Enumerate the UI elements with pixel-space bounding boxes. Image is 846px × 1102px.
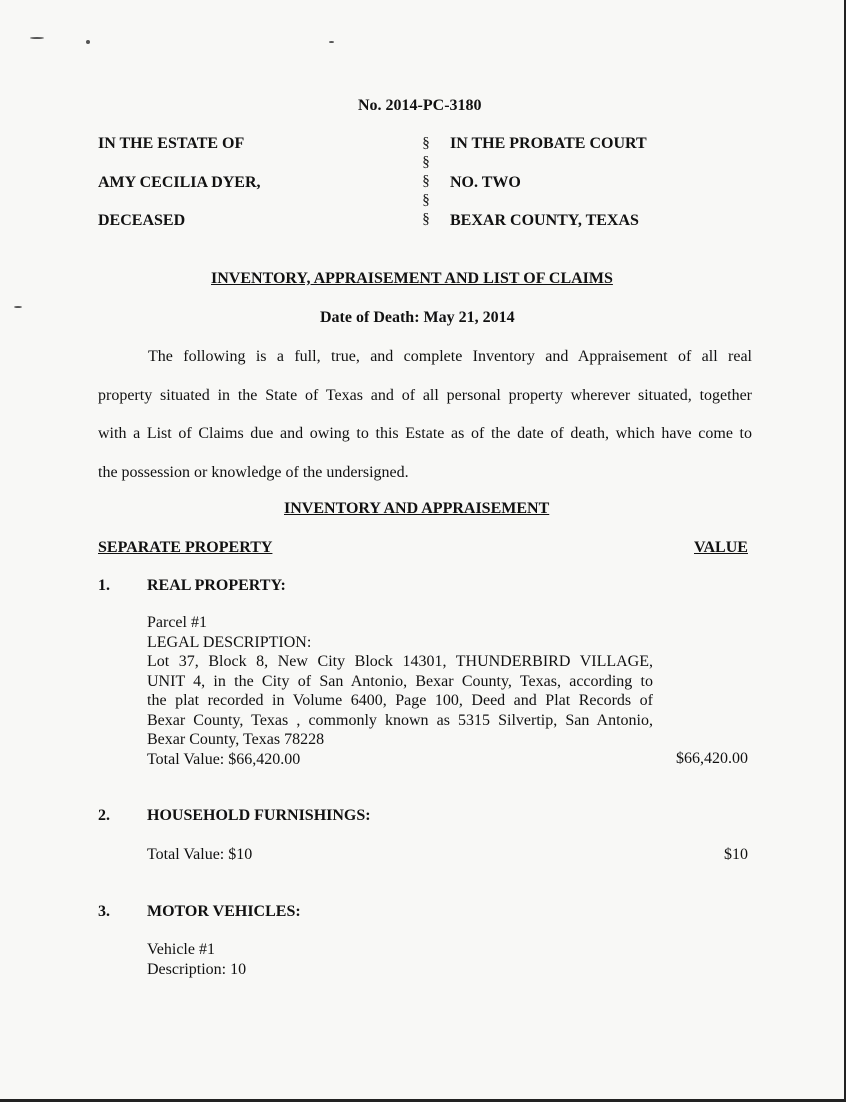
caption-court-number: NO. TWO — [450, 174, 521, 191]
intro-line: with a List of Claims due and owing to this Estate as of the date of death, which have come to — [98, 425, 752, 442]
scan-speck — [329, 41, 334, 43]
legal-description-line: Bexar County, Texas 78228 — [147, 731, 325, 748]
parcel-label: Parcel #1 — [147, 614, 207, 631]
value-column-header: VALUE — [694, 539, 748, 556]
caption-decedent-name: AMY CECILIA DYER, — [98, 174, 261, 191]
scan-speck — [86, 40, 90, 44]
legal-description-line: the plat recorded in Volume 6400, Page 100, Deed and Plat Records of — [147, 692, 653, 709]
section-mark: § — [422, 192, 430, 208]
section-mark: § — [422, 135, 430, 151]
item-number: 2. — [98, 807, 110, 824]
item-heading-motor-vehicles: MOTOR VEHICLES: — [147, 903, 301, 920]
scan-speck — [14, 306, 22, 308]
scan-speck — [30, 37, 44, 39]
real-property-value: $66,420.00 — [676, 750, 748, 767]
legal-description-label: LEGAL DESCRIPTION: — [147, 633, 312, 651]
real-property-total: Total Value: $66,420.00 — [147, 750, 301, 768]
document-title: INVENTORY, APPRAISEMENT AND LIST OF CLAIMS — [211, 270, 613, 287]
case-number: No. 2014-PC-3180 — [358, 97, 482, 114]
item-number: 3. — [98, 903, 110, 920]
section-mark: § — [422, 173, 430, 189]
caption-court-line: IN THE PROBATE COURT — [450, 135, 647, 152]
vehicle-description: Description: 10 — [147, 961, 247, 978]
intro-line: property situated in the State of Texas and of all personal property wherever situated, together — [98, 386, 752, 404]
intro-paragraph — [98, 338, 752, 492]
caption-estate-line: IN THE ESTATE OF — [98, 135, 245, 152]
item-number: 1. — [98, 577, 110, 594]
section-marks — [420, 137, 432, 226]
household-furnishings-total: Total Value: $10 — [147, 846, 253, 863]
separate-property-header: SEPARATE PROPERTY — [98, 539, 273, 556]
caption-deceased-line: DECEASED — [98, 212, 186, 229]
vehicle-label: Vehicle #1 — [147, 941, 215, 958]
section-mark: § — [422, 154, 430, 170]
section-mark: § — [422, 211, 430, 227]
intro-line: The following is a full, true, and complete Inventory and Appraisement of all real — [148, 348, 752, 365]
real-property-details — [147, 613, 653, 769]
legal-description-line: UNIT 4, in the City of San Antonio, Bexar County, Texas, according to — [147, 672, 653, 690]
item-heading-household-furnishings: HOUSEHOLD FURNISHINGS: — [147, 807, 371, 824]
intro-line: the possession or knowledge of the undersigned. — [98, 463, 409, 481]
legal-description-line: Bexar County, Texas , commonly known as 5315 Silvertip, San Antonio, — [147, 711, 653, 729]
household-furnishings-value: $10 — [724, 846, 748, 863]
item-heading-real-property: REAL PROPERTY: — [147, 577, 286, 594]
date-of-death: Date of Death: May 21, 2014 — [320, 309, 515, 326]
section-subtitle: INVENTORY AND APPRAISEMENT — [284, 500, 550, 517]
legal-description-line: Lot 37, Block 8, New City Block 14301, THUNDERBIRD VILLAGE, — [147, 653, 653, 670]
caption-county-line: BEXAR COUNTY, TEXAS — [450, 212, 639, 229]
